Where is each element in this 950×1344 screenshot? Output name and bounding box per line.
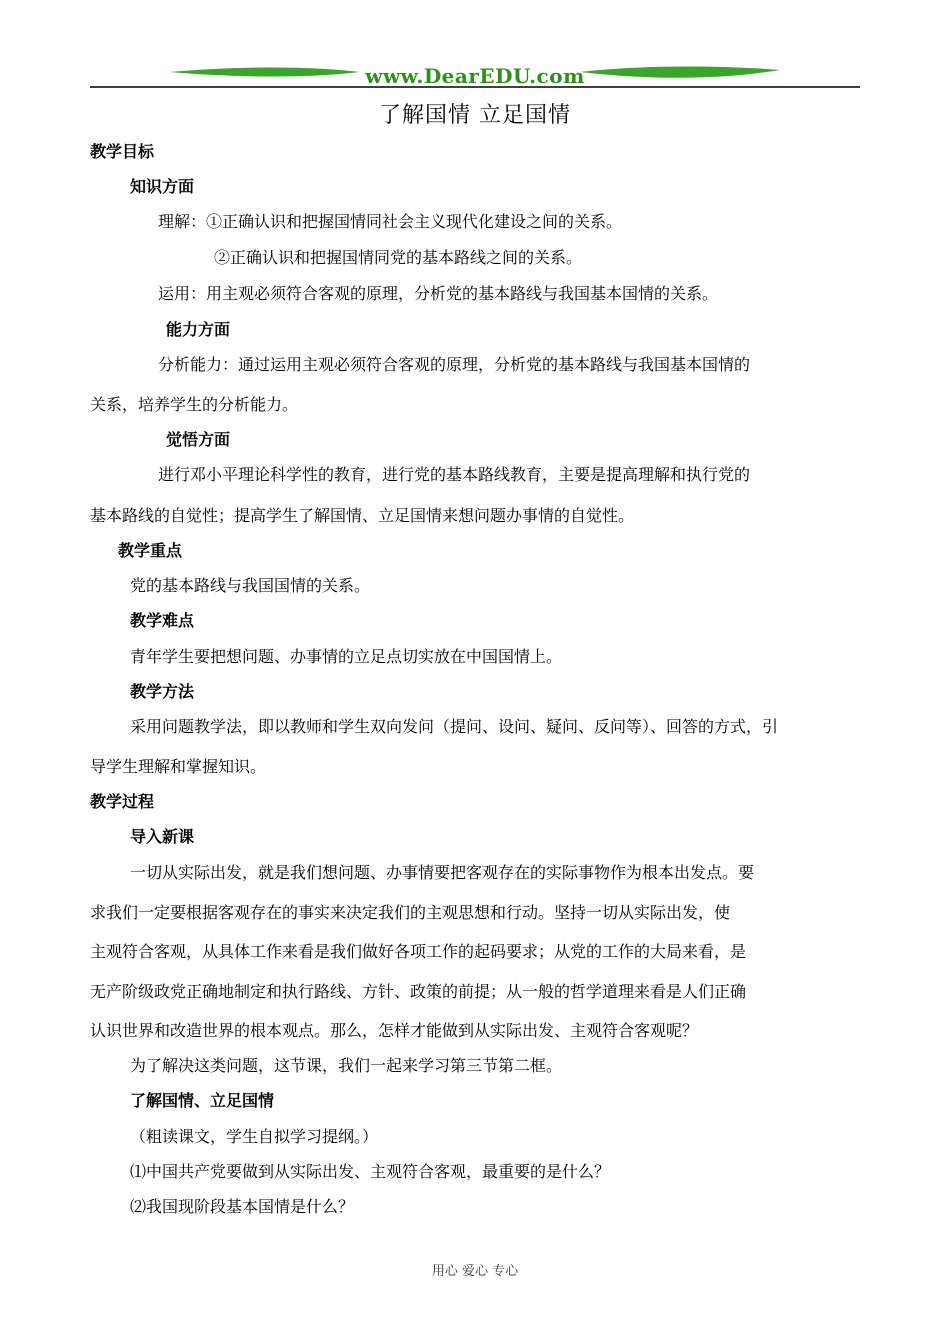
subheading-ability: 能力方面	[166, 320, 231, 339]
subheading-awareness: 觉悟方面	[166, 430, 231, 449]
text-key-points: 党的基本路线与我国国情的关系。	[130, 576, 371, 595]
heading-difficulties: 教学难点	[130, 611, 195, 630]
heading-teaching-goals: 教学目标	[90, 142, 155, 161]
page-title: 了解国情 立足国情	[379, 103, 571, 128]
text-intro-1: 一切从实际出发，就是我们想问题、办事情要把客观存在的实际事物作为根本出发点。要	[130, 863, 755, 882]
text-intro-5: 认识世界和改造世界的根本观点。那么，怎样才能做到从实际出发、主观符合客观呢？	[90, 1021, 699, 1040]
heading-methods: 教学方法	[130, 682, 195, 701]
text-question-2: ⑵我国现阶段基本国情是什么？	[130, 1197, 355, 1216]
text-intro-3: 主观符合客观，从具体工作来看是我们做好各项工作的起码要求；从党的工作的大局来看，是	[90, 942, 747, 961]
text-lead-in: 为了解决这类问题，这节课，我们一起来学习第三节第二框。	[130, 1056, 563, 1075]
brand-logo-text: www.DearEDU.com	[365, 64, 585, 88]
site-banner	[90, 62, 860, 92]
text-understand-2: ②正确认识和把握国情同党的基本路线之间的关系。	[214, 248, 583, 267]
text-intro-4: 无产阶级政党正确地制定和执行路线、方针、政策的前提；从一般的哲学道理来看是人们正确	[90, 982, 747, 1001]
text-awareness-1: 进行邓小平理论科学性的教育，进行党的基本路线教育，主要是提高理解和执行党的	[158, 465, 751, 484]
text-question-1: ⑴中国共产党要做到从实际出发、主观符合客观，最重要的是什么？	[130, 1162, 611, 1181]
text-instruction: （粗读课文，学生自拟学习提纲。）	[130, 1127, 379, 1146]
text-intro-2: 求我们一定要根据客观存在的事实来决定我们的主观思想和行动。坚持一切从实际出发，使	[90, 903, 731, 922]
page-footer: 用心 爱心 专心	[431, 1264, 519, 1279]
heading-key-points: 教学重点	[118, 541, 183, 560]
text-awareness-2: 基本路线的自觉性；提高学生了解国情、立足国情来想问题办事情的自觉性。	[90, 506, 635, 525]
text-ability-1: 分析能力：通过运用主观必须符合客观的原理，分析党的基本路线与我国基本国情的	[158, 355, 751, 374]
text-methods-1: 采用问题教学法，即以教师和学生双向发问（提问、设问、疑问、反问等）、回答的方式，引	[130, 717, 779, 736]
text-apply: 运用：用主观必须符合客观的原理，分析党的基本路线与我国基本国情的关系。	[158, 284, 719, 303]
text-ability-2: 关系，培养学生的分析能力。	[90, 395, 299, 414]
heading-process: 教学过程	[90, 792, 155, 811]
text-difficulties: 青年学生要把想问题、办事情的立足点切实放在中国国情上。	[130, 647, 563, 666]
text-methods-2: 导学生理解和掌握知识。	[90, 757, 267, 776]
text-understand-1: 理解：①正确认识和把握国情同社会主义现代化建设之间的关系。	[158, 212, 623, 231]
subheading-intro: 导入新课	[130, 827, 195, 846]
subheading-section: 了解国情、立足国情	[130, 1091, 275, 1110]
subheading-knowledge: 知识方面	[130, 177, 195, 196]
